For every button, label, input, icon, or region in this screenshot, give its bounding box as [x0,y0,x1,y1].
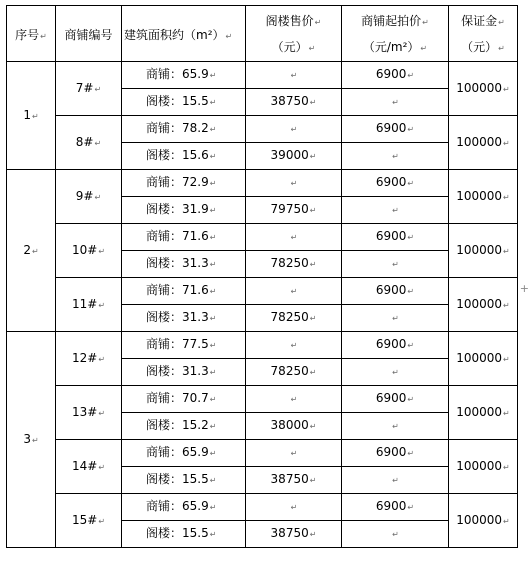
loft-price-value: 38750 [270,94,309,108]
seq-cell [7,170,56,332]
shop-area-cell [122,62,246,89]
header-seq: 序号↵ [7,6,56,62]
shop-number: 12# [71,350,98,365]
start-price-value: 6900 [375,337,407,351]
loft-price-value: 79750 [270,202,309,216]
deposit-cell [449,116,518,170]
paragraph-mark: ↵ [503,138,510,148]
shop-number: 8# [75,134,94,149]
paragraph-mark: ↵ [290,503,298,512]
start-price-cell [342,278,449,305]
loft-price-cell [246,413,342,440]
shop-area-value: 78.2 [182,121,209,135]
paragraph-mark: ↵ [98,462,106,472]
paragraph-mark: ↵ [407,503,415,512]
shop-row [7,170,518,197]
paragraph-mark: ↵ [407,71,415,80]
deposit-value: 100000 [456,80,503,95]
loft-price-cell [246,305,342,332]
paragraph-mark: ↵ [503,246,510,256]
paragraph-mark: ↵ [290,395,298,404]
loft-area-label: 阁楼： [146,418,183,432]
shop-number-cell [56,116,122,170]
loft-area-value: 31.3 [182,364,209,378]
paragraph-mark: ↵ [309,530,317,539]
shop-area-cell [122,386,246,413]
shop-area-value: 65.9 [182,499,209,513]
paragraph-mark: ↵ [209,530,217,539]
loft-price-value: 78250 [270,256,309,270]
paragraph-mark: ↵ [209,368,217,377]
seq-number: 3 [23,431,31,446]
paragraph-mark: ↵ [407,179,415,188]
paragraph-mark: ↵ [392,368,399,377]
shop-area-value: 70.7 [182,391,209,405]
loft-price-empty-cell [246,332,342,359]
loft-price-cell [246,467,342,494]
shop-row [7,278,518,305]
shop-area-value: 65.9 [182,67,209,81]
start-price-value: 6900 [375,229,407,243]
auction-table [6,5,518,548]
loft-area-label: 阁楼： [146,310,183,324]
loft-area-label: 阁楼： [146,94,183,108]
paragraph-mark: ↵ [290,71,298,80]
shop-number: 11# [71,296,98,311]
seq-cell [7,332,56,548]
start-price-cell [342,170,449,197]
paragraph-mark: ↵ [209,341,217,350]
loft-price-value: 39000 [270,148,309,162]
start-price-cell [342,62,449,89]
paragraph-mark: ↵ [392,98,399,107]
start-price-cell [342,440,449,467]
paragraph-mark: ↵ [392,206,399,215]
paragraph-mark: ↵ [209,98,217,107]
paragraph-mark: ↵ [392,260,399,269]
paragraph-mark: ↵ [407,287,415,296]
shop-area-cell [122,116,246,143]
deposit-cell [449,440,518,494]
paragraph-mark: ↵ [290,233,298,242]
loft-price-cell [246,143,342,170]
start-price-cell [342,224,449,251]
deposit-value: 100000 [456,296,503,311]
paragraph-mark: ↵ [209,395,217,404]
paragraph-mark: ↵ [290,179,298,188]
start-price-value: 6900 [375,121,407,135]
loft-area-label: 阁楼： [146,364,183,378]
shop-area-value: 71.6 [182,229,209,243]
deposit-cell [449,386,518,440]
loft-area-cell [122,521,246,548]
seq-number: 1 [23,107,31,122]
shop-area-value: 71.6 [182,283,209,297]
loft-area-cell [122,89,246,116]
paragraph-mark: ↵ [392,476,399,485]
paragraph-mark: ↵ [503,516,510,526]
loft-area-cell [122,197,246,224]
paragraph-mark: ↵ [98,300,106,310]
loft-area-value: 31.9 [182,202,209,216]
paragraph-mark: ↵ [503,84,510,94]
shop-area-cell [122,170,246,197]
loft-area-cell [122,413,246,440]
paragraph-mark: ↵ [407,395,415,404]
start-price-value: 6900 [375,391,407,405]
start-price-value: 6900 [375,445,407,459]
paragraph-mark: ↵ [209,287,217,296]
start-price-empty-cell [342,197,449,224]
loft-price-value: 38000 [270,418,309,432]
deposit-value: 100000 [456,188,503,203]
loft-price-value: 78250 [270,364,309,378]
start-price-cell [342,386,449,413]
shop-area-value: 77.5 [182,337,209,351]
start-price-value: 6900 [375,67,407,81]
deposit-cell [449,332,518,386]
loft-area-cell [122,305,246,332]
paragraph-mark: ↵ [309,98,317,107]
shop-number-cell [56,494,122,548]
deposit-value: 100000 [456,242,503,257]
paragraph-mark: ↵ [392,314,399,323]
deposit-value: 100000 [456,404,503,419]
paragraph-mark: ↵ [209,233,217,242]
loft-area-cell [122,359,246,386]
header-shop-no: 商铺编号 [56,6,122,62]
paragraph-mark: ↵ [31,111,39,121]
shop-number-cell [56,278,122,332]
header-row [7,6,518,62]
paragraph-mark: ↵ [407,449,415,458]
paragraph-mark: ↵ [209,179,217,188]
deposit-cell [449,278,518,332]
loft-price-empty-cell [246,224,342,251]
loft-price-cell [246,359,342,386]
shop-number-cell [56,170,122,224]
paragraph-mark: ↵ [94,84,102,94]
deposit-cell [449,224,518,278]
start-price-empty-cell [342,467,449,494]
shop-area-label: 商铺： [146,229,183,243]
header-deposit: 保证金↵ （元）↵ [449,6,518,62]
paragraph-mark: ↵ [209,449,217,458]
loft-area-label: 阁楼： [146,202,183,216]
header-loft-price: 阁楼售价↵ （元）↵ [246,6,342,62]
paragraph-mark: ↵ [503,408,510,418]
start-price-cell [342,116,449,143]
deposit-cell [449,170,518,224]
paragraph-mark: ↵ [503,192,510,202]
shop-area-label: 商铺： [146,445,183,459]
shop-row [7,440,518,467]
loft-area-cell [122,143,246,170]
loft-price-empty-cell [246,440,342,467]
shop-row [7,332,518,359]
paragraph-mark: ↵ [98,516,106,526]
shop-area-cell [122,332,246,359]
start-price-empty-cell [342,143,449,170]
paragraph-mark: ↵ [503,462,510,472]
shop-area-cell [122,494,246,521]
shop-row [7,386,518,413]
paragraph-mark: ↵ [503,354,510,364]
paragraph-mark: ↵ [309,422,317,431]
shop-area-value: 65.9 [182,445,209,459]
paragraph-mark: ↵ [407,341,415,350]
shop-number: 9# [75,188,94,203]
loft-price-cell [246,89,342,116]
paragraph-mark: ↵ [407,125,415,134]
shop-row [7,494,518,521]
paragraph-mark: ↵ [209,71,217,80]
loft-price-empty-cell [246,494,342,521]
seq-cell [7,62,56,170]
loft-price-empty-cell [246,386,342,413]
shop-number: 7# [75,80,94,95]
start-price-value: 6900 [375,283,407,297]
seq-number: 2 [23,242,31,257]
shop-area-label: 商铺： [146,175,183,189]
paragraph-mark: ↵ [392,152,399,161]
paragraph-mark: ↵ [407,233,415,242]
paragraph-mark: ↵ [98,354,106,364]
paragraph-mark: ↵ [309,314,317,323]
loft-area-label: 阁楼： [146,256,183,270]
paragraph-mark: ↵ [309,152,317,161]
paragraph-mark: ↵ [94,138,102,148]
shop-number: 13# [71,404,98,419]
start-price-cell [342,332,449,359]
shop-row [7,116,518,143]
shop-area-cell [122,224,246,251]
shop-area-label: 商铺： [146,283,183,297]
table-body [7,6,518,548]
shop-number-cell [56,440,122,494]
start-price-empty-cell [342,251,449,278]
paragraph-mark: ↵ [290,125,298,134]
shop-row [7,62,518,89]
paragraph-mark: ↵ [290,287,298,296]
loft-price-empty-cell [246,116,342,143]
start-price-value: 6900 [375,499,407,513]
shop-number-cell [56,224,122,278]
shop-area-label: 商铺： [146,499,183,513]
paragraph-mark: ↵ [209,260,217,269]
deposit-cell [449,62,518,116]
loft-price-empty-cell [246,170,342,197]
header-area: 建筑面积约（m²）↵ [122,6,246,62]
start-price-empty-cell [342,413,449,440]
shop-number-cell [56,386,122,440]
start-price-value: 6900 [375,175,407,189]
paragraph-mark: ↵ [209,503,217,512]
deposit-value: 100000 [456,134,503,149]
paragraph-mark: ↵ [392,422,399,431]
loft-price-value: 78250 [270,310,309,324]
shop-area-label: 商铺： [146,391,183,405]
loft-area-value: 15.5 [182,526,209,540]
loft-area-value: 15.6 [182,148,209,162]
paragraph-mark: ↵ [392,530,399,539]
paragraph-mark: ↵ [290,449,298,458]
paragraph-mark: ↵ [98,246,106,256]
shop-area-cell [122,440,246,467]
loft-area-label: 阁楼： [146,526,183,540]
paragraph-mark: ↵ [309,206,317,215]
paragraph-mark: ↵ [94,192,102,202]
start-price-cell [342,494,449,521]
loft-area-cell [122,251,246,278]
loft-area-value: 31.3 [182,310,209,324]
shop-area-cell [122,278,246,305]
shop-number-cell [56,62,122,116]
shop-number: 10# [71,242,98,257]
paragraph-mark: ↵ [209,206,217,215]
paragraph-mark: ↵ [31,435,39,445]
paragraph-mark: ↵ [309,476,317,485]
paragraph-mark: ↵ [209,314,217,323]
shop-area-value: 72.9 [182,175,209,189]
shop-area-label: 商铺： [146,67,183,81]
start-price-empty-cell [342,521,449,548]
start-price-empty-cell [342,89,449,116]
paragraph-mark: ↵ [309,368,317,377]
loft-area-value: 15.2 [182,418,209,432]
loft-area-value: 31.3 [182,256,209,270]
loft-area-value: 15.5 [182,94,209,108]
start-price-empty-cell [342,305,449,332]
paragraph-mark: ↵ [290,341,298,350]
paragraph-mark: ↵ [503,300,510,310]
shop-area-label: 商铺： [146,337,183,351]
loft-area-cell [122,467,246,494]
header-start-price: 商铺起拍价↵ （元/m²）↵ [342,6,449,62]
shop-row [7,224,518,251]
deposit-value: 100000 [456,350,503,365]
shop-area-label: 商铺： [146,121,183,135]
deposit-value: 100000 [456,512,503,527]
loft-area-label: 阁楼： [146,472,183,486]
loft-area-value: 15.5 [182,472,209,486]
paragraph-mark: ↵ [31,246,39,256]
loft-price-value: 38750 [270,472,309,486]
paragraph-mark: ↵ [209,125,217,134]
table-move-handle[interactable]: + [519,282,529,295]
shop-number: 14# [71,458,98,473]
paragraph-mark: ↵ [209,476,217,485]
deposit-value: 100000 [456,458,503,473]
shop-number-cell [56,332,122,386]
loft-price-empty-cell [246,62,342,89]
paragraph-mark: ↵ [98,408,106,418]
loft-price-cell [246,197,342,224]
paragraph-mark: ↵ [209,152,217,161]
loft-price-value: 38750 [270,526,309,540]
shop-number: 15# [71,512,98,527]
loft-price-cell [246,521,342,548]
loft-price-cell [246,251,342,278]
deposit-cell [449,494,518,548]
loft-price-empty-cell [246,278,342,305]
paragraph-mark: ↵ [309,260,317,269]
start-price-empty-cell [342,359,449,386]
paragraph-mark: ↵ [209,422,217,431]
loft-area-label: 阁楼： [146,148,183,162]
